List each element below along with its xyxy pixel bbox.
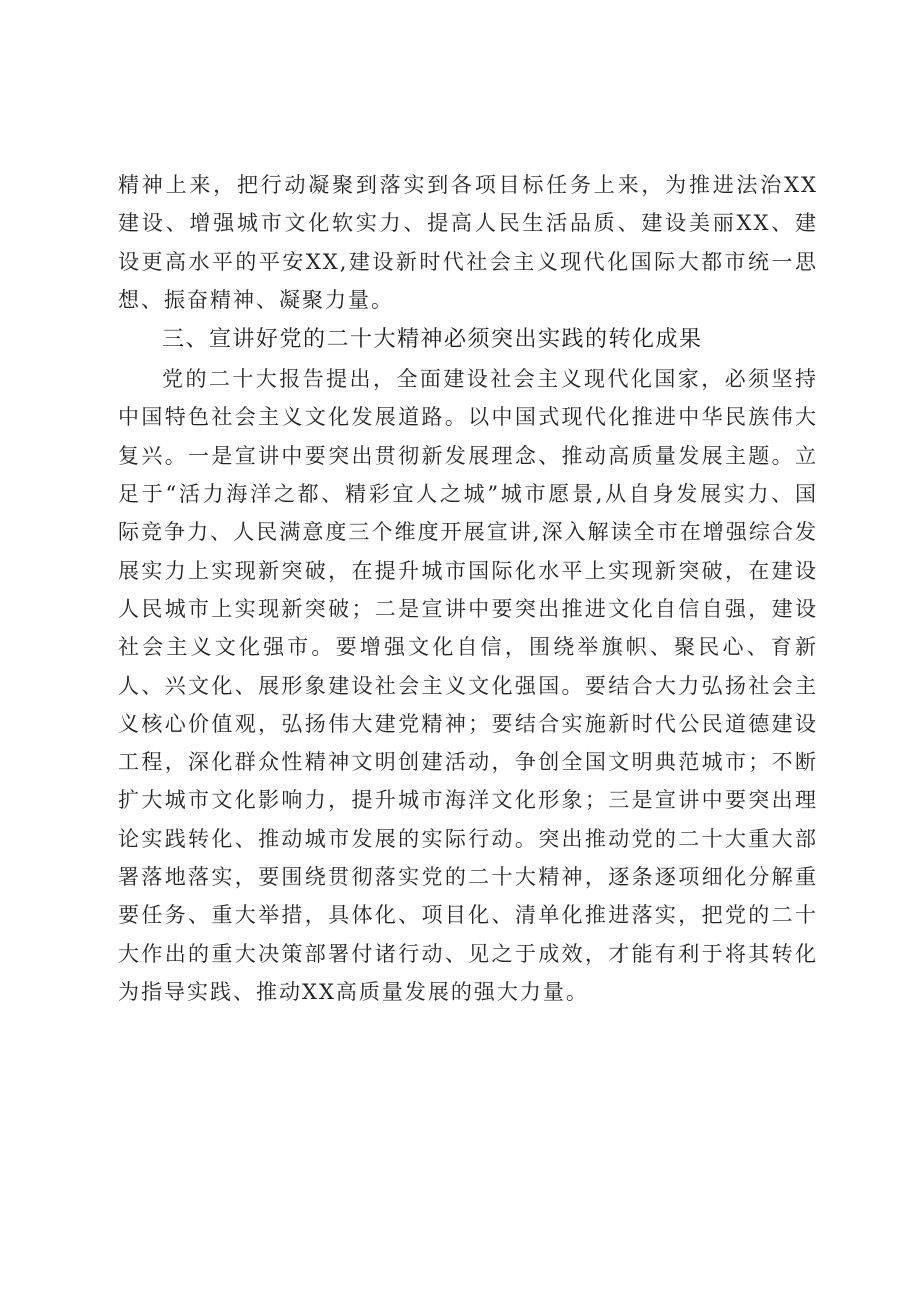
section-heading: 三、宣讲好党的二十大精神必须突出实践的转化成果 bbox=[162, 327, 703, 353]
body-paragraph: 党的二十大报告提出，全面建设社会主义现代化国家，必须坚持中国特色社会主义文化发展道路。以中国式现代化推进中华民族伟大复兴。一是宣讲中要突出贯彻新发展理念、推动高质量发展主题。立足于“活力海洋之都、精彩宜人之城”城市愿景,从自身发展实力、国际竞争力、人民满意度三个维度开展宣讲,深入解读全市在增强综合发展实力上实现新突破，在提升城市国际化水平上实现新突破，在建设人民城市上实现新突破；二是宣讲中要突出推进文化自信自强，建设社会主义文化强市。要增强文化自信，围绕举旗帜、聚民心、育新人、兴文化、展形象建设社会主义文化强国。要结合大力弘扬社会主义核心价值观，弘扬伟大建党精神；要结合实施新时代公民道德建设工程，深化群众性精神文明创建活动，争创全国文明典范城市；不断扩大城市文化影响力，提升城市海洋文化形象；三是宣讲中要突出理论实践转化、推动城市发展的实际行动。突出推动党的二十大重大部署落地落实，要围绕贯彻落实党的二十大精神，逐条逐项细化分解重要任务、重大举措，具体化、项目化、清单化推进落实，把党的二十大作出的重大决策部署付诸行动、见之于成效，才能有利于将其转化为指导实践、推动XX高质量发展的强大力量。 bbox=[118, 367, 818, 1004]
continued-paragraph: 精神上来，把行动凝聚到落实到各项目标任务上来，为推进法治XX建设、增强城市文化软实力、提高人民生活品质、建设美丽XX、建设更高水平的平安XX,建设新时代社会主义现代化国际大都市统一思想、振奋精神、凝聚力量。 bbox=[118, 173, 818, 312]
document-body bbox=[118, 166, 818, 1011]
